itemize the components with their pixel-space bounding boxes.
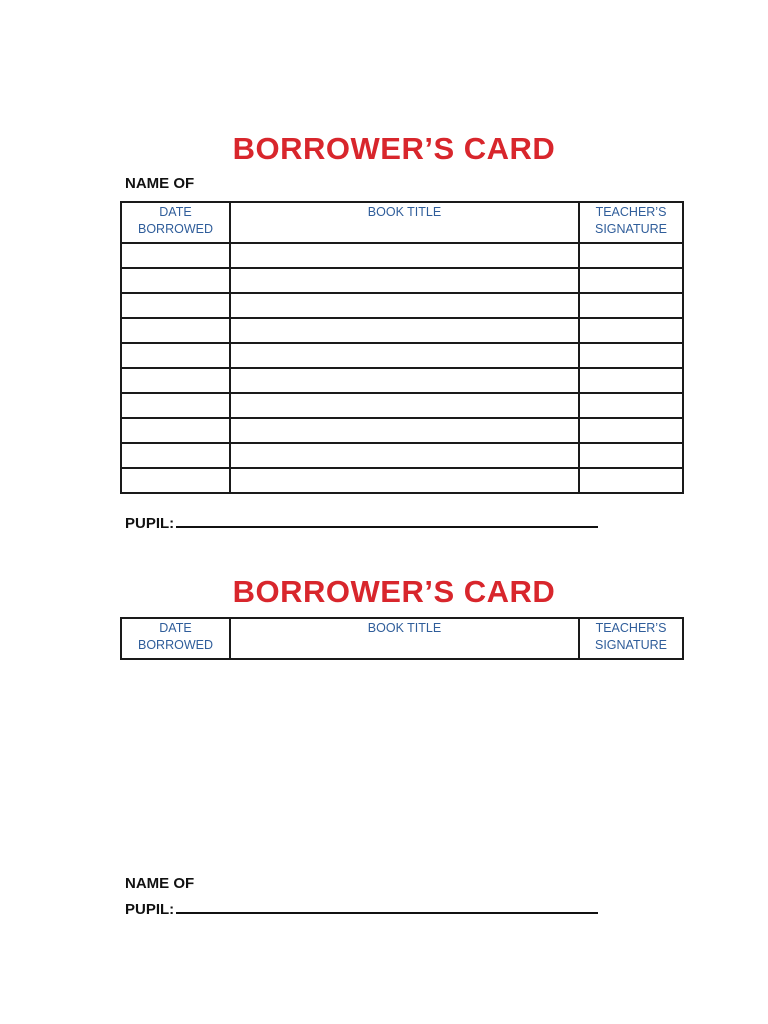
book-title-cell[interactable] [230,418,579,443]
book-title-cell[interactable] [230,243,579,268]
teachers-header-line1: TEACHER’S [595,621,667,635]
table-row [121,393,683,418]
table-row [121,268,683,293]
table-row [121,343,683,368]
table-row [121,293,683,318]
signature-header-line2: SIGNATURE [595,638,667,652]
table-row [121,443,683,468]
table-row [121,418,683,443]
date-header-line1: DATE [159,205,192,219]
card-two-header-row [121,618,683,659]
card-one-header-row [121,202,683,243]
date-borrowed-cell[interactable] [121,343,230,368]
date-borrowed-cell[interactable] [121,393,230,418]
teachers-signature-header [579,618,683,659]
card-two-pupil-name-blank[interactable] [176,902,598,914]
teachers-signature-cell[interactable] [579,368,683,393]
book-title-cell[interactable] [230,293,579,318]
date-borrowed-cell[interactable] [121,318,230,343]
date-borrowed-cell[interactable] [121,443,230,468]
teachers-signature-cell[interactable] [579,243,683,268]
borrowed-header-line2: BORROWED [138,638,213,652]
book-title-cell[interactable] [230,468,579,493]
card-two-pupil-line [125,901,598,918]
date-borrowed-cell[interactable] [121,418,230,443]
teachers-signature-cell[interactable] [579,293,683,318]
card-two-borrow-table [120,617,684,660]
teachers-signature-cell[interactable] [579,393,683,418]
table-row [121,318,683,343]
date-borrowed-cell[interactable] [121,268,230,293]
date-borrowed-cell[interactable] [121,368,230,393]
book-title-cell[interactable] [230,443,579,468]
teachers-signature-cell[interactable] [579,468,683,493]
teachers-signature-cell[interactable] [579,418,683,443]
book-title-cell[interactable] [230,318,579,343]
table-row [121,243,683,268]
book-title-cell[interactable] [230,393,579,418]
borrowed-header-line2: BORROWED [138,222,213,236]
card-one-rows [121,243,683,493]
teachers-header-line1: TEACHER’S [595,205,667,219]
card-two-pupil-label: PUPIL: [125,901,175,918]
card-two-title: BORROWER’S CARD [232,574,556,609]
book-title-cell[interactable] [230,268,579,293]
teachers-signature-cell[interactable] [579,318,683,343]
card-one-name-of-label: NAME OF [125,175,195,192]
card-two-name-of-label: NAME OF [125,875,195,892]
book-title-cell[interactable] [230,368,579,393]
teachers-signature-cell[interactable] [579,443,683,468]
date-header-line1: DATE [159,621,192,635]
date-borrowed-header [121,618,230,659]
teachers-signature-header [579,202,683,243]
teachers-signature-cell[interactable] [579,268,683,293]
book-title-header: BOOK TITLE [230,618,579,659]
date-borrowed-cell[interactable] [121,293,230,318]
table-row [121,468,683,493]
signature-header-line2: SIGNATURE [595,222,667,236]
card-one-pupil-name-blank[interactable] [176,516,598,528]
card-one-pupil-line [125,515,598,532]
date-borrowed-cell[interactable] [121,243,230,268]
book-title-header: BOOK TITLE [230,202,579,243]
card-one-borrow-table [120,201,684,494]
table-row [121,368,683,393]
card-one-title: BORROWER’S CARD [232,131,556,166]
date-borrowed-header [121,202,230,243]
date-borrowed-cell[interactable] [121,468,230,493]
card-one-pupil-label: PUPIL: [125,515,175,532]
teachers-signature-cell[interactable] [579,343,683,368]
book-title-cell[interactable] [230,343,579,368]
